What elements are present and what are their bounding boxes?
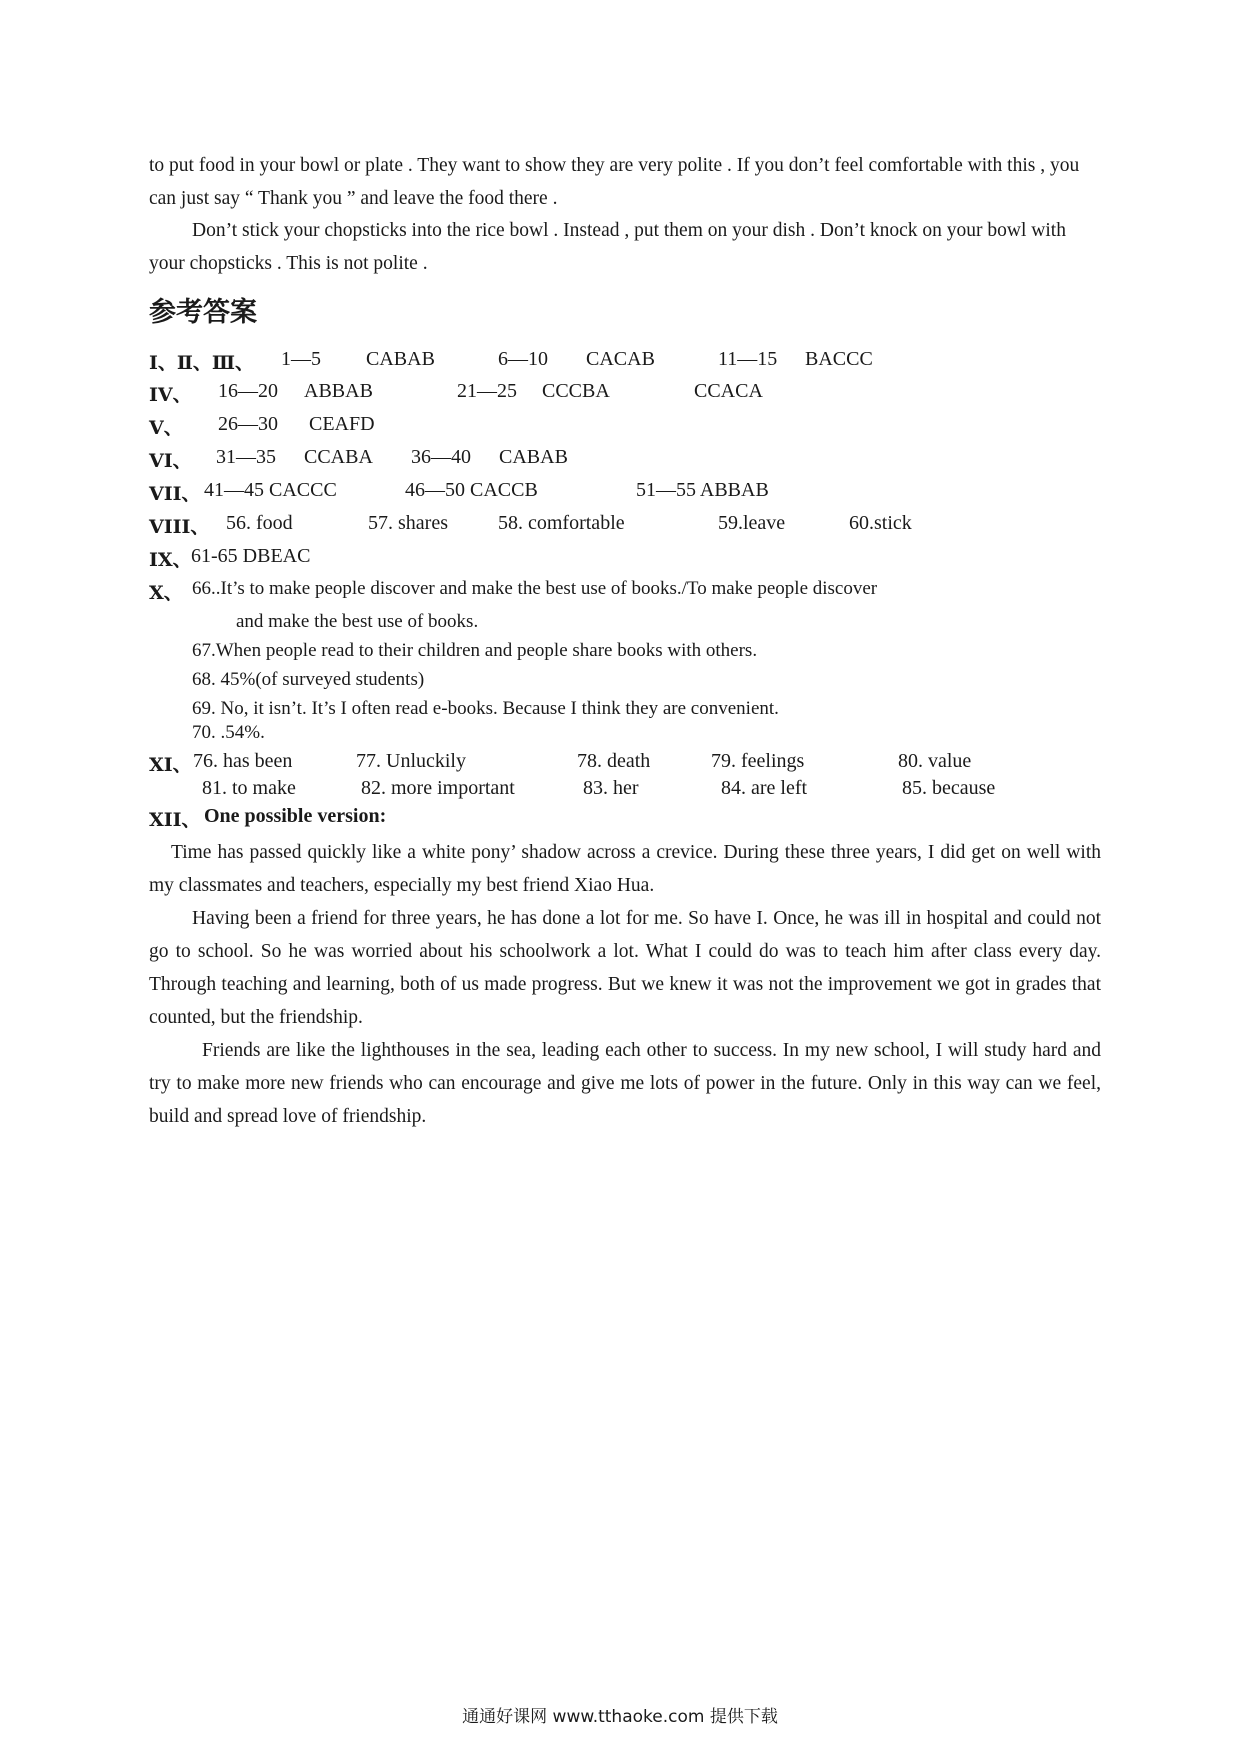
answer: 84. are left bbox=[721, 777, 808, 799]
answers: CCACA bbox=[694, 380, 763, 402]
answer: 60.stick bbox=[849, 512, 912, 534]
answer: 81. to make bbox=[202, 777, 296, 799]
answer: 56. food bbox=[226, 512, 293, 534]
essay-heading: One possible version: bbox=[204, 805, 387, 827]
answers: CACAB bbox=[586, 348, 655, 370]
range: 31—35 bbox=[216, 446, 276, 468]
answer: 80. value bbox=[898, 750, 972, 772]
range: 26—30 bbox=[218, 413, 278, 435]
answers: CEAFD bbox=[309, 413, 375, 435]
answer: 85. because bbox=[902, 777, 996, 799]
answer-68: 68. 45%(of surveyed students) bbox=[192, 669, 425, 690]
section-label: V、 bbox=[149, 417, 183, 439]
section-label: VIII、 bbox=[149, 516, 210, 538]
answers: 41—45 CACCC bbox=[204, 479, 337, 501]
answer-66-cont: and make the best use of books. bbox=[236, 611, 479, 632]
section-label: Ⅰ、Ⅱ、Ⅲ、 bbox=[149, 352, 255, 374]
answers: CABAB bbox=[366, 348, 435, 370]
answer: 77. Unluckily bbox=[356, 750, 466, 772]
answer-69: 69. No, it isn’t. It’s I often read e-books. Because I think they are convenient. bbox=[192, 698, 779, 719]
answers: 51—55 ABBAB bbox=[636, 479, 769, 501]
range: 11—15 bbox=[718, 348, 778, 370]
range: 16—20 bbox=[218, 380, 278, 402]
essay-paragraph-1: Time has passed quickly like a white pony’ shadow across a crevice. During these three years, I did get on well with my classmates and teachers, especially my best friend Xiao Hua. bbox=[149, 842, 1101, 896]
range: 1—5 bbox=[281, 348, 321, 370]
section-label: XI、 bbox=[149, 754, 192, 776]
answers: 61-65 DBEAC bbox=[191, 545, 311, 567]
answers: 46—50 CACCB bbox=[405, 479, 538, 501]
answer: 79. feelings bbox=[711, 750, 805, 772]
essay-paragraph-3: Friends are like the lighthouses in the sea, leading each other to success. In my new school, I will study hard and try to make more new friends who can encourage and give me lots of power in the future. Only in this way can we feel, build and spread love of friendship. bbox=[149, 1040, 1101, 1127]
answer: 83. her bbox=[583, 777, 639, 799]
answer: 57. shares bbox=[368, 512, 448, 534]
page-footer: 通通好课网 www.tthaoke.com 提供下载 bbox=[462, 1707, 778, 1727]
range: 21—25 bbox=[457, 380, 517, 402]
answers: CABAB bbox=[499, 446, 568, 468]
answer: 58. comfortable bbox=[498, 512, 625, 534]
essay-paragraph-2: Having been a friend for three years, he has done a lot for me. So have I. Once, he was ill in hospital and could not go to school. So he was worried about his schoolwork a lot. What I could do was to teach him after class every day. Through teaching and learning, both of us made progress. But we knew it was not the improvement we got in grades that counted, but the friendship. bbox=[149, 908, 1101, 1028]
section-label: VII、 bbox=[149, 483, 201, 505]
answers: BACCC bbox=[805, 348, 873, 370]
section-label: VI、 bbox=[149, 450, 192, 472]
answer: 76. has been bbox=[193, 750, 293, 772]
range: 6—10 bbox=[498, 348, 548, 370]
section-label: X、 bbox=[149, 582, 183, 604]
answer: 59.leave bbox=[718, 512, 786, 534]
section-label: IX、 bbox=[149, 549, 192, 571]
answer-key-heading: 参考答案 bbox=[149, 297, 257, 328]
range: 36—40 bbox=[411, 446, 471, 468]
passage-paragraph-1: to put food in your bowl or plate . They want to show they are very polite . If you don’t feel comfortable with this , you can just say “ Thank you ” and leave the food there . bbox=[149, 155, 1080, 209]
answer-67: 67.When people read to their children and people share books with others. bbox=[192, 640, 758, 661]
answer-70: 70. .54%. bbox=[192, 722, 265, 743]
answers: CCCBA bbox=[542, 380, 610, 402]
section-label: XII、 bbox=[149, 809, 201, 831]
answer: 82. more important bbox=[361, 777, 515, 799]
section-label: IV、 bbox=[149, 384, 192, 406]
answer: 78. death bbox=[577, 750, 651, 772]
passage-paragraph-2: Don’t stick your chopsticks into the rice bowl . Instead , put them on your dish . Don’t knock on your bowl with your chopsticks . This is not polite . bbox=[149, 220, 1066, 274]
answers: CCABA bbox=[304, 446, 373, 468]
answers: ABBAB bbox=[304, 380, 373, 402]
answer-66: 66..It’s to make people discover and make the best use of books./To make people discover bbox=[192, 578, 878, 599]
